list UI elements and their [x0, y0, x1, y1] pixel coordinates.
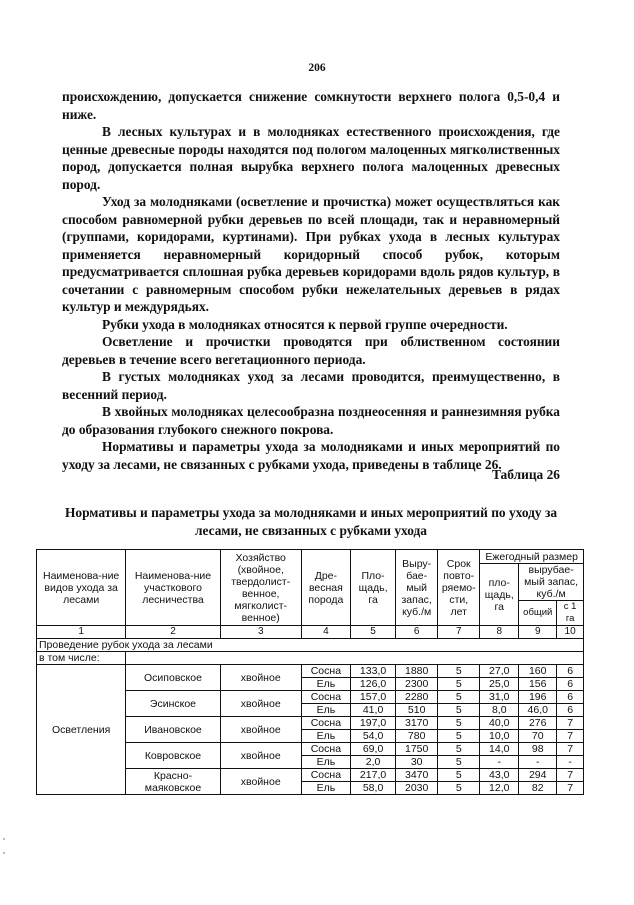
per-ha-cell: 7 [557, 769, 584, 782]
paragraph: В густых молодняках уход за лесами проводится, преимущественно, в весенний период. [62, 369, 560, 402]
species-cell: Ель [301, 756, 350, 769]
annual-total-cell: - [519, 756, 557, 769]
paragraph: Уход за молодняками (осветление и прочистка) может осуществляться как способом равномерной рубки деревьев по всей площади, так и неравномерный (группами, коридорами, куртинами). При рубках ухода в лесных культурах применяется неравномерный коридорный способ рубок, которым предусматривается сплошная рубка деревьев коридорами вдоль рядов культур, в сочетании с равномерным способом рубки нежелательных деревьев в рядах культур и междурядьях. [62, 194, 560, 314]
area-cell: 126,0 [351, 678, 396, 691]
per-ha-cell: 6 [557, 704, 584, 717]
species-cell: Сосна [301, 717, 350, 730]
per-ha-cell: 7 [557, 743, 584, 756]
paragraph: Нормативы и параметры ухода за молодняками и иных мероприятий по уходу за лесами, не связанных с рубками ухода, приведены в таблице 26. [62, 439, 560, 472]
area-cell: 217,0 [351, 769, 396, 782]
per-ha-cell: 6 [557, 691, 584, 704]
period-cell: 5 [438, 717, 480, 730]
forestry-cell: Красно-маяковское [126, 769, 220, 795]
column-number: 9 [519, 626, 557, 639]
section-title: Проведение рубок ухода за лесами [37, 639, 584, 652]
species-cell: Сосна [301, 691, 350, 704]
economy-cell: хвойное [220, 769, 301, 795]
forestry-cell: Ивановское [126, 717, 220, 743]
annual-total-cell: 82 [519, 782, 557, 795]
header-care-type: Наименова-ние видов ухода за лесами [37, 550, 126, 626]
economy-cell: хвойное [220, 691, 301, 717]
economy-cell: хвойное [220, 717, 301, 743]
area-cell: 157,0 [351, 691, 396, 704]
period-cell: 5 [438, 743, 480, 756]
forestry-cell: Эсинское [126, 691, 220, 717]
header-forestry: Наименова-ние участкового лесничества [126, 550, 220, 626]
stock-cell: 510 [396, 704, 438, 717]
paragraph: происхождению, допускается снижение сомкнутости верхнего полога 0,5-0,4 и ниже. [62, 89, 560, 122]
annual-area-cell: 25,0 [480, 678, 519, 691]
column-number: 1 [37, 626, 126, 639]
forestry-cell: Ковровское [126, 743, 220, 769]
annual-total-cell: 156 [519, 678, 557, 691]
header-annual-area: пло-щадь, га [480, 564, 519, 626]
area-cell: 197,0 [351, 717, 396, 730]
stock-cell: 3170 [396, 717, 438, 730]
table-caption [62, 504, 560, 539]
section-row [37, 639, 584, 652]
header-economy: Хозяйство (хвойное, твердолист-венное, мягколист-венное) [220, 550, 301, 626]
per-ha-cell: 6 [557, 665, 584, 678]
stock-cell: 3470 [396, 769, 438, 782]
species-cell: Сосна [301, 665, 350, 678]
paragraph: Осветление и прочистки проводятся при облиственном состоянии деревьев в течение всего вегетационного периода. [62, 334, 560, 367]
species-cell: Ель [301, 704, 350, 717]
stock-cell: 2030 [396, 782, 438, 795]
care-type-cell: Осветления [37, 665, 126, 795]
empty-cell [126, 652, 584, 665]
annual-area-cell: 10,0 [480, 730, 519, 743]
body-text [62, 88, 560, 473]
per-ha-cell: 6 [557, 678, 584, 691]
annual-area-cell: 14,0 [480, 743, 519, 756]
table-label: Таблица 26 [491, 467, 560, 482]
scan-speck [3, 838, 5, 840]
area-cell: 69,0 [351, 743, 396, 756]
paragraph: Рубки ухода в молодняках относятся к первой группе очередности. [102, 316, 508, 332]
economy-cell: хвойное [220, 743, 301, 769]
economy-cell: хвойное [220, 665, 301, 691]
annual-area-cell: 43,0 [480, 769, 519, 782]
annual-total-cell: 46,0 [519, 704, 557, 717]
scan-speck [3, 852, 5, 854]
annual-area-cell: 27,0 [480, 665, 519, 678]
column-number: 3 [220, 626, 301, 639]
per-ha-cell: 7 [557, 730, 584, 743]
column-number: 7 [438, 626, 480, 639]
annual-total-cell: 70 [519, 730, 557, 743]
header-total: общий [519, 601, 557, 626]
column-number: 5 [351, 626, 396, 639]
annual-area-cell: 12,0 [480, 782, 519, 795]
area-cell: 2,0 [351, 756, 396, 769]
stock-cell: 2280 [396, 691, 438, 704]
header-annual-size: Ежегодный размер [480, 550, 584, 564]
header-area: Пло-щадь, га [351, 550, 396, 626]
stock-cell: 1750 [396, 743, 438, 756]
annual-total-cell: 294 [519, 769, 557, 782]
header-cut-stock: вырубае-мый запас, куб./м [519, 564, 584, 601]
header-species: Дре-весная порода [301, 550, 350, 626]
forestry-cell: Осиповское [126, 665, 220, 691]
period-cell: 5 [438, 691, 480, 704]
annual-area-cell: 40,0 [480, 717, 519, 730]
paragraph: В лесных культурах и в молодняках естественного происхождения, где ценные древесные породы находятся под пологом малоценных мягколиственных пород, допускается полная вырубка верхнего полога малоценных древесных пород. [62, 124, 560, 192]
period-cell: 5 [438, 782, 480, 795]
area-cell: 54,0 [351, 730, 396, 743]
column-number-row [37, 626, 584, 639]
stock-cell: 2300 [396, 678, 438, 691]
table-caption-line: Нормативы и параметры ухода за молодняками и иных мероприятий по уходу за [64, 505, 558, 520]
annual-area-cell: - [480, 756, 519, 769]
per-ha-cell: 7 [557, 717, 584, 730]
per-ha-cell: - [557, 756, 584, 769]
annual-area-cell: 8,0 [480, 704, 519, 717]
area-cell: 58,0 [351, 782, 396, 795]
area-cell: 41,0 [351, 704, 396, 717]
header-stock: Выру-бае-мый запас, куб./м [396, 550, 438, 626]
column-number: 4 [301, 626, 350, 639]
care-norms-table [36, 549, 584, 795]
annual-total-cell: 98 [519, 743, 557, 756]
species-cell: Сосна [301, 743, 350, 756]
column-number: 10 [557, 626, 584, 639]
table-row [37, 665, 584, 678]
column-number: 8 [480, 626, 519, 639]
period-cell: 5 [438, 678, 480, 691]
annual-area-cell: 31,0 [480, 691, 519, 704]
stock-cell: 30 [396, 756, 438, 769]
species-cell: Ель [301, 782, 350, 795]
period-cell: 5 [438, 756, 480, 769]
header-period: Срок повто-ряемо-сти, лет [438, 550, 480, 626]
period-cell: 5 [438, 665, 480, 678]
paragraph: В хвойных молодняках целесообразна позднеосенняя и раннезимняя рубка до образования глубокого снежного покрова. [62, 404, 560, 437]
stock-cell: 1880 [396, 665, 438, 678]
annual-total-cell: 276 [519, 717, 557, 730]
column-number: 6 [396, 626, 438, 639]
period-cell: 5 [438, 730, 480, 743]
page-number: 206 [308, 62, 326, 74]
subsection-title: в том числе: [37, 652, 126, 665]
area-cell: 133,0 [351, 665, 396, 678]
header-per-ha: с 1 га [557, 601, 584, 626]
period-cell: 5 [438, 704, 480, 717]
species-cell: Сосна [301, 769, 350, 782]
period-cell: 5 [438, 769, 480, 782]
stock-cell: 780 [396, 730, 438, 743]
per-ha-cell: 7 [557, 782, 584, 795]
column-number: 2 [126, 626, 220, 639]
species-cell: Ель [301, 678, 350, 691]
annual-total-cell: 160 [519, 665, 557, 678]
subsection-row [37, 652, 584, 665]
annual-total-cell: 196 [519, 691, 557, 704]
table-caption-line: лесами, не связанных с рубками ухода [194, 522, 428, 538]
species-cell: Ель [301, 730, 350, 743]
